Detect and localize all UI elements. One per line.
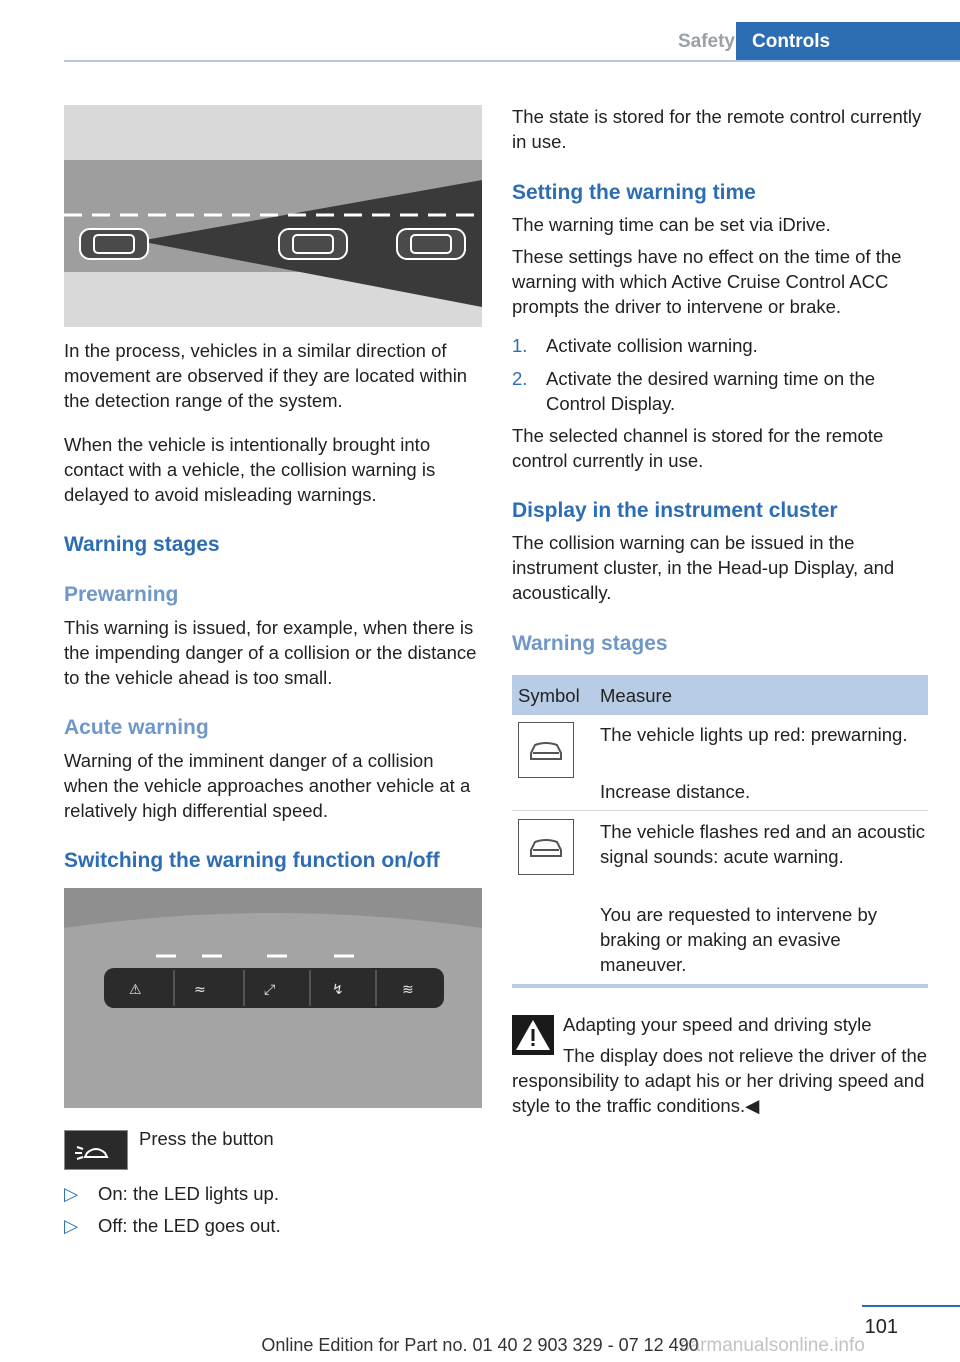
table-row-acute-action: You are requested to intervene by braking or making an evasive maneuver.	[600, 904, 878, 975]
collision-warning-button-icon	[64, 1130, 128, 1170]
paragraph: In the process, vehicles in a similar direction of movement are observed if they are located within the detection range of the system.	[64, 340, 468, 411]
table-end-rule	[512, 984, 928, 988]
step-text: Activate collision warning.	[546, 335, 758, 356]
collision-warning-diagram	[64, 105, 482, 327]
list-item	[512, 333, 930, 358]
list-item	[64, 1181, 482, 1206]
paragraph: When the vehicle is intentionally brought into contact with a vehicle, the collision warning is delayed to avoid misleading warnings.	[64, 434, 436, 505]
paragraph: The warning time can be set via iDrive.	[512, 214, 831, 235]
heading-switching: Switching the warning function on/off	[64, 849, 440, 872]
svg-text:⤢: ⤢	[264, 982, 276, 998]
heading-acute-warning: Acute warning	[64, 716, 209, 739]
table-row-divider	[512, 810, 928, 811]
footer-rule	[862, 1305, 960, 1307]
heading-prewarning: Prewarning	[64, 583, 179, 606]
table-row-prewarning-action: Increase distance.	[600, 781, 751, 802]
step-text: Activate the desired warning time on the Control Display.	[546, 368, 876, 414]
button-panel-photo	[64, 888, 482, 1108]
table-row-acute-measure: The vehicle flashes red and an acoustic signal sounds: acute warning.	[600, 821, 925, 867]
paragraph: These settings have no effect on the time of the warning with which Active Cruise Control ACC prompts the driver to intervene or brake.	[512, 246, 902, 317]
vehicle-warning-icon	[518, 722, 574, 778]
list-item	[512, 366, 930, 416]
svg-text:↯: ↯	[332, 982, 344, 998]
heading-warning-stages: Warning stages	[64, 533, 220, 556]
paragraph: The collision warning can be issued in the instrument cluster, in the Head-up Display, and acoustically.	[512, 532, 895, 603]
heading-warning-stages: Warning stages	[512, 632, 668, 655]
triangle-bullet-icon: ▷	[64, 1215, 79, 1236]
header-rule	[64, 60, 960, 62]
table-row-prewarning-measure: The vehicle lights up red: prewarning.	[600, 724, 908, 745]
paragraph: Warning of the imminent danger of a collision when the vehicle approaches another vehicle at a relatively high differential speed.	[64, 750, 471, 821]
list-item-text: Off: the LED goes out.	[98, 1215, 281, 1236]
warning-text: The display does not relieve the driver of the responsibility to adapt his or her driving speed and style to the traffic conditions.◀	[512, 1045, 928, 1116]
svg-text:≈: ≈	[194, 982, 206, 998]
paragraph: This warning is issued, for example, when there is the impending danger of a collision or the distance to the vehicle ahead is too small.	[64, 617, 477, 688]
triangle-bullet-icon: ▷	[64, 1183, 79, 1204]
svg-text:≋: ≋	[402, 982, 414, 998]
list-item-text: On: the LED lights up.	[98, 1183, 279, 1204]
list-item	[64, 1213, 482, 1238]
footer-edition: Online Edition for Part no. 01 40 2 903 329 - 07 12 490	[261, 1335, 699, 1355]
vehicle-warning-icon	[518, 819, 574, 875]
press-button-text: Press the button	[139, 1128, 274, 1149]
page-number: 101	[864, 1316, 898, 1338]
column-header-symbol: Symbol	[518, 685, 580, 706]
header-tab-controls: Controls	[736, 22, 960, 62]
column-header-measure: Measure	[600, 685, 672, 706]
table-header	[512, 675, 928, 715]
header-tab-safety: Safety	[677, 31, 735, 52]
paragraph: The state is stored for the remote control currently in use.	[512, 106, 922, 152]
heading-display-instrument-cluster: Display in the instrument cluster	[512, 499, 838, 522]
heading-setting-warning-time: Setting the warning time	[512, 181, 756, 204]
step-number: 1.	[512, 335, 528, 356]
watermark: carmanualsonline.info	[680, 1335, 865, 1356]
svg-text:⚠: ⚠	[129, 982, 142, 998]
warning-title: Adapting your speed and driving style	[563, 1014, 872, 1035]
step-number: 2.	[512, 368, 528, 389]
paragraph: The selected channel is stored for the remote control currently in use.	[512, 425, 884, 471]
